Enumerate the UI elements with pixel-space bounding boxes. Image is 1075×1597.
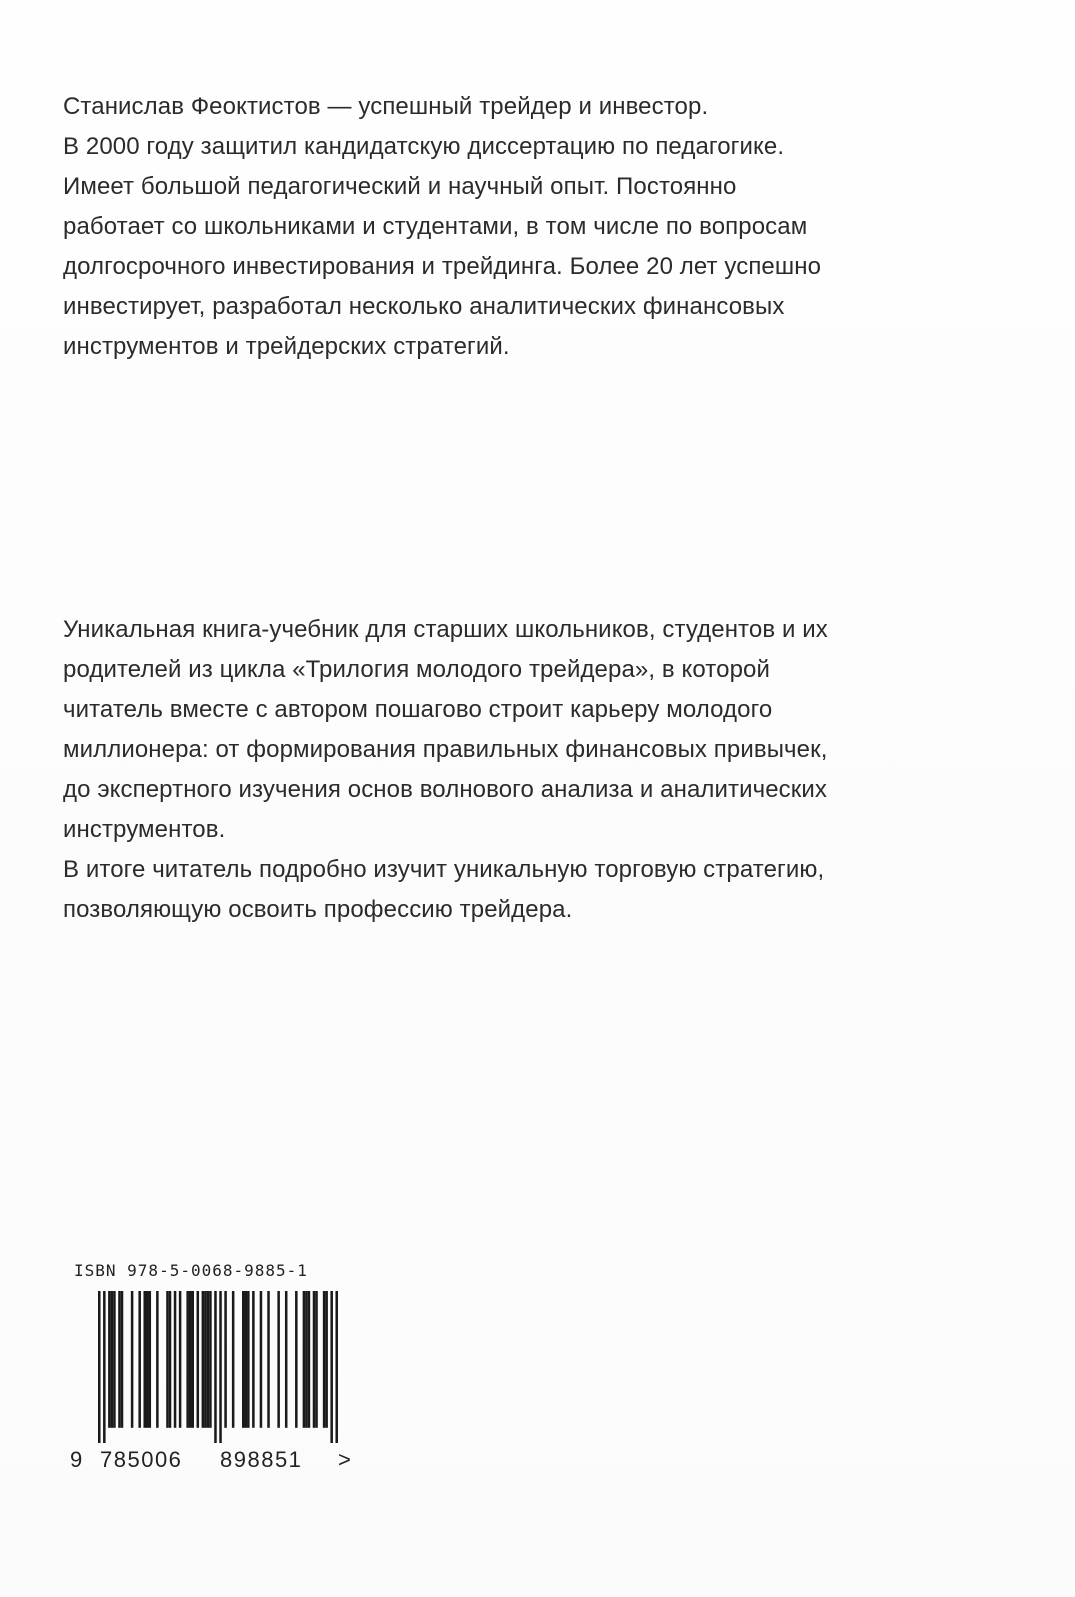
barcode-digit-group-left: 785006 xyxy=(100,1447,183,1472)
book-description-line: родителей из цикла «Трилогия молодого трейдера», в которой xyxy=(63,656,770,683)
barcode-bar xyxy=(242,1291,245,1428)
book-description-line: миллионера: от формирования правильных финансовых привычек, xyxy=(63,736,828,763)
isbn-label: ISBN 978-5-0068-9885-1 xyxy=(74,1261,308,1280)
barcode-bar xyxy=(330,1291,333,1443)
book-description-line: позволяющую освоить профессию трейдера. xyxy=(63,896,573,923)
barcode-bar xyxy=(156,1291,159,1428)
author-bio-line: инвестирует, разработал несколько аналитических финансовых xyxy=(63,293,785,320)
barcode-bar xyxy=(191,1291,194,1428)
barcode-bar xyxy=(207,1291,210,1428)
author-bio-line: В 2000 году защитил кандидатскую диссертацию по педагогике. xyxy=(63,133,785,160)
barcode-bar xyxy=(197,1291,200,1428)
barcode-bar xyxy=(186,1291,189,1428)
barcode-bar xyxy=(335,1291,338,1443)
author-bio xyxy=(63,87,993,367)
book-description xyxy=(63,610,993,930)
barcode-bar xyxy=(247,1291,250,1428)
barcode-bar xyxy=(149,1291,152,1428)
barcode-bar xyxy=(111,1291,114,1428)
barcode-bar xyxy=(118,1291,121,1428)
barcode-bar xyxy=(131,1291,134,1428)
barcode-bar xyxy=(138,1291,141,1428)
barcode-bar xyxy=(113,1291,116,1428)
barcode-bar xyxy=(204,1291,207,1428)
book-description-line: читатель вместе с автором пошагово строит карьеру молодого xyxy=(63,696,773,723)
barcode-bar xyxy=(98,1291,101,1443)
barcode-bar xyxy=(189,1291,192,1428)
barcode-bar xyxy=(323,1291,326,1428)
book-description-line: инструментов. xyxy=(63,816,226,843)
isbn-barcode xyxy=(70,1261,380,1481)
barcode-bar xyxy=(295,1291,298,1428)
barcode-bar xyxy=(179,1291,182,1428)
barcode-bar xyxy=(169,1291,172,1428)
barcode-bar xyxy=(202,1291,205,1428)
barcode-bar xyxy=(224,1291,227,1428)
book-description-line: до экспертного изучения основ волнового анализа и аналитических xyxy=(63,776,827,803)
barcode-bar xyxy=(214,1291,217,1443)
barcode-bars xyxy=(98,1291,338,1443)
barcode-bar xyxy=(305,1291,308,1428)
barcode-digit-group-right: 898851 xyxy=(220,1447,303,1472)
barcode-bar xyxy=(103,1291,106,1443)
barcode-digit-lead: 9 xyxy=(70,1447,83,1472)
barcode-bar xyxy=(166,1291,169,1428)
barcode-bar xyxy=(285,1291,288,1428)
author-bio-line: работает со школьниками и студентами, в том числе по вопросам xyxy=(63,213,808,240)
author-bio-line: инструментов и трейдерских стратегий. xyxy=(63,333,510,360)
barcode-bar xyxy=(219,1291,222,1443)
author-bio-line: Станислав Феоктистов — успешный трейдер и инвестор. xyxy=(63,93,709,120)
barcode-bar xyxy=(325,1291,328,1428)
barcode-bar xyxy=(260,1291,263,1428)
barcode-bar xyxy=(277,1291,280,1428)
barcode-bar xyxy=(143,1291,146,1428)
barcode-bar xyxy=(108,1291,111,1428)
barcode-bar xyxy=(146,1291,149,1428)
author-bio-line: Имеет большой педагогический и научный опыт. Постоянно xyxy=(63,173,737,200)
author-bio-line: долгосрочного инвестирования и трейдинга. Более 20 лет успешно xyxy=(63,253,822,280)
barcode-bar xyxy=(267,1291,270,1428)
barcode-bar xyxy=(121,1291,124,1428)
barcode-bar xyxy=(315,1291,318,1428)
barcode-bar xyxy=(245,1291,248,1428)
barcode-bar xyxy=(209,1291,212,1428)
barcode-bar xyxy=(174,1291,177,1428)
barcode-bar xyxy=(232,1291,235,1428)
barcode-bar xyxy=(252,1291,255,1428)
book-description-line: Уникальная книга-учебник для старших школьников, студентов и их xyxy=(63,616,828,643)
barcode-quiet-zone-arrow: > xyxy=(338,1447,351,1472)
barcode-bar xyxy=(308,1291,311,1428)
barcode-bar xyxy=(313,1291,316,1428)
barcode-bar xyxy=(303,1291,306,1428)
book-description-line: В итоге читатель подробно изучит уникальную торговую стратегию, xyxy=(63,856,825,883)
